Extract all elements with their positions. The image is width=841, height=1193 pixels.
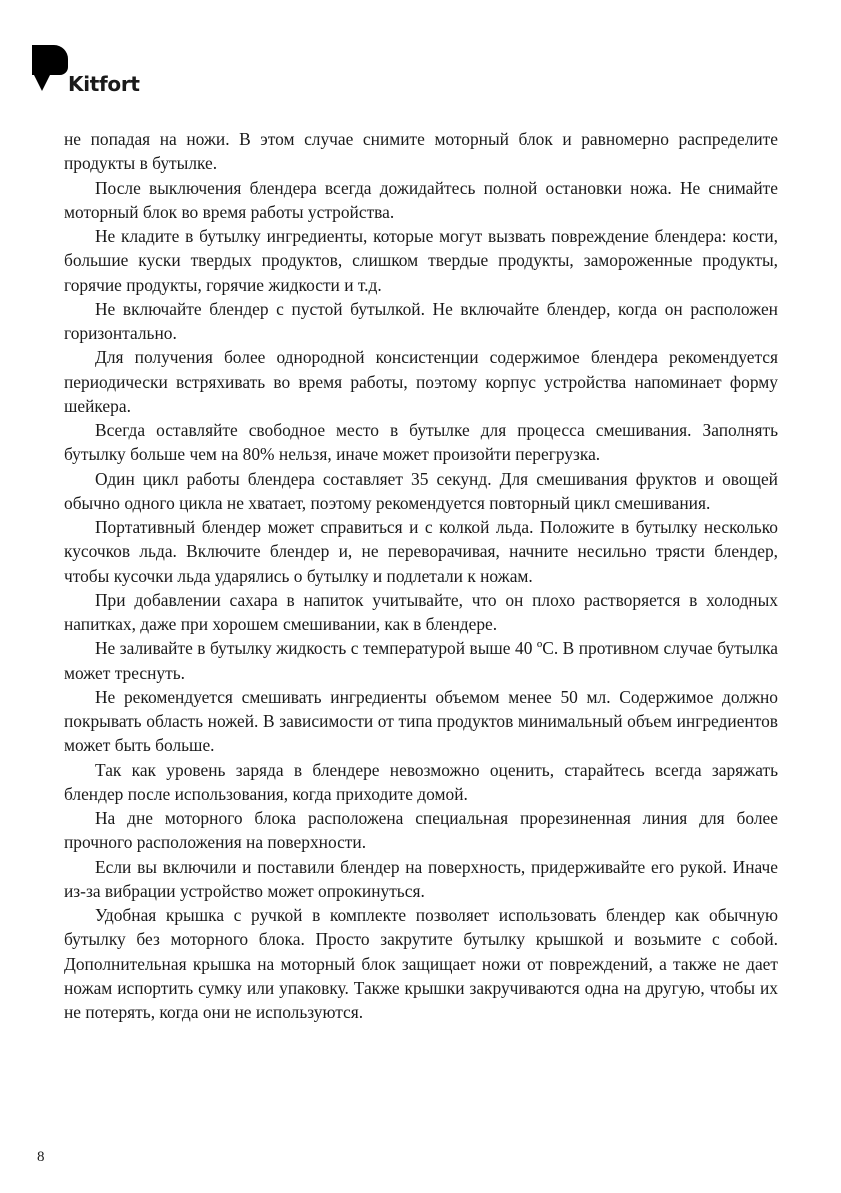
- paragraph: При добавлении сахара в напиток учитывайте, что он плохо растворяется в холодных напитках, даже при хорошем смешивании, как в блендере.: [64, 589, 778, 634]
- paragraph: Не заливайте в бутылку жидкость с температурой выше 40 ºС. В противном случае бутылка может треснуть.: [64, 638, 778, 683]
- paragraph: Портативный блендер может справиться и с колкой льда. Положите в бутылку несколько кусочков льда. Включите блендер и, не переворачивая, начните несильно трясти блендер, чтобы кусочки льда ударялись о бутылку и подлетали к ножам.: [64, 517, 778, 586]
- page-number: 8: [37, 1149, 45, 1165]
- paragraph: Всегда оставляйте свободное место в бутылке для процесса смешивания. Заполнять бутылку больше чем на 80% нельзя, иначе может произойти перегрузка.: [64, 420, 778, 465]
- paragraph: не попадая на ножи. В этом случае снимите моторный блок и равномерно распределите продукты в бутылке.: [64, 129, 778, 174]
- brand-name: Kitfort: [68, 72, 140, 96]
- paragraph: Не рекомендуется смешивать ингредиенты объемом менее 50 мл. Содержимое должно покрывать область ножей. В зависимости от типа продуктов минимальный объем ингредиентов может быть больше.: [64, 686, 778, 756]
- document-body: [64, 127, 778, 1024]
- paragraph: Один цикл работы блендера составляет 35 секунд. Для смешивания фруктов и овощей обычно одного цикла не хватает, поэтому рекомендуется повторный цикл смешивания.: [64, 468, 778, 513]
- paragraph: Так как уровень заряда в блендере невозможно оценить, старайтесь всегда заряжать блендер после использования, когда приходите домой.: [64, 759, 778, 804]
- paragraph: Если вы включили и поставили блендер на поверхность, придерживайте его рукой. Иначе из-за вибрации устройство может опрокинуться.: [64, 856, 778, 901]
- kitfort-logo-icon: [32, 45, 72, 97]
- brand-logo: [32, 45, 152, 97]
- paragraph: Не включайте блендер с пустой бутылкой. Не включайте блендер, когда он расположен горизонтально.: [64, 298, 778, 343]
- paragraph: Для получения более однородной консистенции содержимое блендера рекомендуется периодически встряхивать во время работы, поэтому корпус устройства напоминает форму шейкера.: [64, 347, 778, 416]
- paragraph: Не кладите в бутылку ингредиенты, которые могут вызвать повреждение блендера: кости, большие куски твердых продуктов, слишком твердые продукты, замороженные продукты, горячие продукты, горячие жидкости и т.д.: [64, 226, 778, 295]
- paragraph: После выключения блендера всегда дожидайтесь полной остановки ножа. Не снимайте моторный блок во время работы устройства.: [64, 177, 778, 222]
- paragraph: На дне моторного блока расположена специальная прорезиненная линия для более прочного расположения на поверхности.: [64, 808, 778, 853]
- paragraph: Удобная крышка с ручкой в комплекте позволяет использовать блендер как обычную бутылку без моторного блока. Просто закрутите бутылку крышкой и возьмите с собой. Дополнительная крышка на моторный блок защищает ножи от повреждений, а также не дает ножам испортить сумку или упаковку. Также крышки закручиваются одна на другую, чтобы их не потерять, когда они не используются.: [64, 905, 778, 1022]
